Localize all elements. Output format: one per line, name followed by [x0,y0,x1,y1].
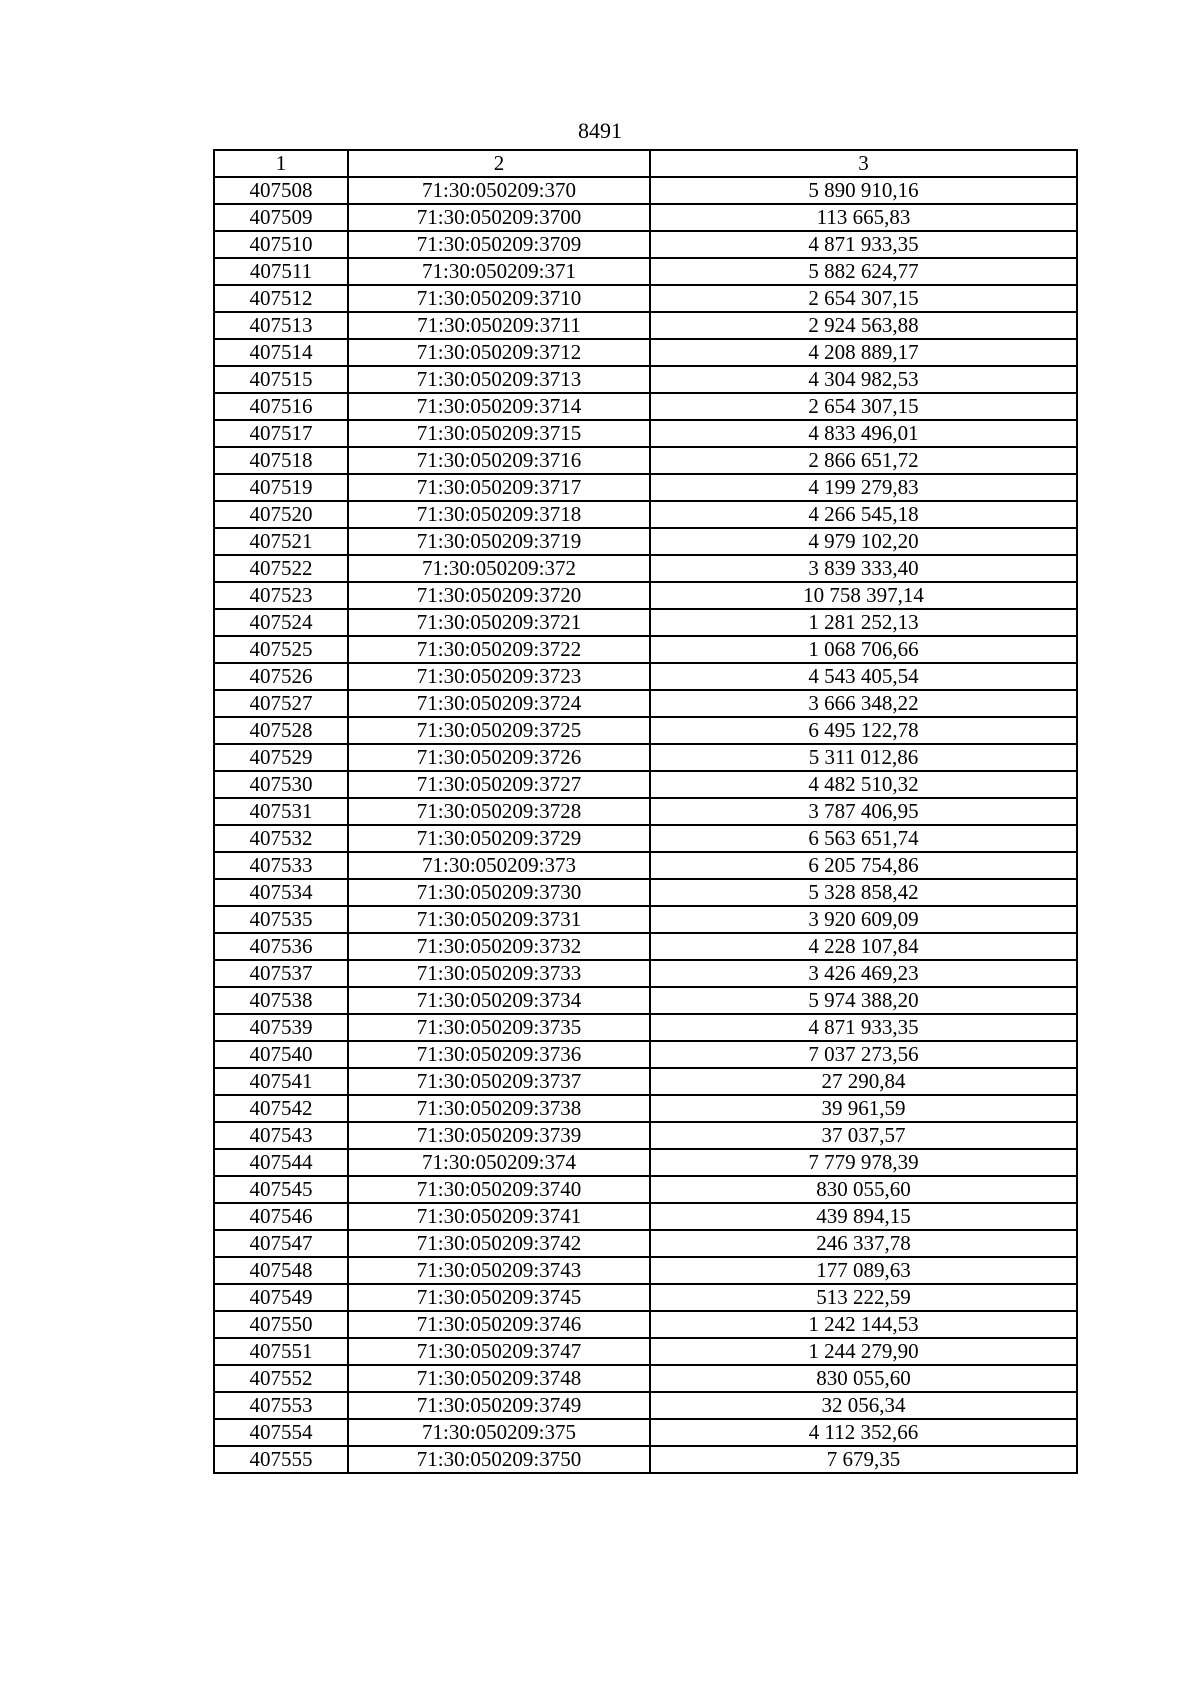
row-number-cell: 407549 [214,1284,348,1311]
table-row [214,231,1077,258]
cadastral-number-cell: 71:30:050209:3723 [348,663,650,690]
cadastral-value-cell: 513 222,59 [650,1284,1077,1311]
table-row [214,933,1077,960]
table-row [214,447,1077,474]
cadastral-value-cell: 246 337,78 [650,1230,1077,1257]
table-row [214,1392,1077,1419]
cadastral-number-cell: 71:30:050209:370 [348,177,650,204]
cadastral-number-cell: 71:30:050209:3736 [348,1041,650,1068]
column-header-3: 3 [650,150,1077,177]
cadastral-value-cell: 1 068 706,66 [650,636,1077,663]
cadastral-value-cell: 3 920 609,09 [650,906,1077,933]
cadastral-number-cell: 71:30:050209:3742 [348,1230,650,1257]
cadastral-number-cell: 71:30:050209:3700 [348,204,650,231]
row-number-cell: 407522 [214,555,348,582]
table-row [214,717,1077,744]
cadastral-number-cell: 71:30:050209:3717 [348,474,650,501]
row-number-cell: 407540 [214,1041,348,1068]
row-number-cell: 407542 [214,1095,348,1122]
table-row [214,1419,1077,1446]
cadastral-value-cell: 5 890 910,16 [650,177,1077,204]
cadastral-number-cell: 71:30:050209:3713 [348,366,650,393]
cadastral-number-cell: 71:30:050209:375 [348,1419,650,1446]
table-row [214,582,1077,609]
row-number-cell: 407550 [214,1311,348,1338]
table-row [214,636,1077,663]
cadastral-value-cell: 830 055,60 [650,1365,1077,1392]
table-row [214,420,1077,447]
table-row [214,852,1077,879]
table-row [214,177,1077,204]
table-row [214,663,1077,690]
cadastral-number-cell: 71:30:050209:374 [348,1149,650,1176]
cadastral-number-cell: 71:30:050209:3727 [348,771,650,798]
cadastral-number-cell: 71:30:050209:3718 [348,501,650,528]
cadastral-number-cell: 71:30:050209:3746 [348,1311,650,1338]
cadastral-number-cell: 71:30:050209:3745 [348,1284,650,1311]
cadastral-value-table [213,149,1078,1474]
cadastral-number-cell: 71:30:050209:3748 [348,1365,650,1392]
table-row [214,960,1077,987]
row-number-cell: 407524 [214,609,348,636]
cadastral-value-cell: 830 055,60 [650,1176,1077,1203]
cadastral-value-cell: 2 654 307,15 [650,393,1077,420]
table-row [214,312,1077,339]
row-number-cell: 407534 [214,879,348,906]
table-row [214,609,1077,636]
cadastral-number-cell: 71:30:050209:3735 [348,1014,650,1041]
cadastral-value-cell: 4 871 933,35 [650,1014,1077,1041]
cadastral-value-cell: 4 482 510,32 [650,771,1077,798]
table-row [214,798,1077,825]
table-row [214,906,1077,933]
cadastral-number-cell: 71:30:050209:371 [348,258,650,285]
cadastral-value-cell: 7 679,35 [650,1446,1077,1473]
cadastral-number-cell: 71:30:050209:3731 [348,906,650,933]
table-row [214,1095,1077,1122]
cadastral-number-cell: 71:30:050209:3726 [348,744,650,771]
table-row [214,474,1077,501]
row-number-cell: 407518 [214,447,348,474]
row-number-cell: 407532 [214,825,348,852]
cadastral-value-cell: 5 974 388,20 [650,987,1077,1014]
cadastral-value-cell: 439 894,15 [650,1203,1077,1230]
table-row [214,339,1077,366]
row-number-cell: 407541 [214,1068,348,1095]
row-number-cell: 407528 [214,717,348,744]
row-number-cell: 407536 [214,933,348,960]
row-number-cell: 407508 [214,177,348,204]
cadastral-number-cell: 71:30:050209:373 [348,852,650,879]
table-row [214,501,1077,528]
table-row [214,1149,1077,1176]
cadastral-number-cell: 71:30:050209:3730 [348,879,650,906]
cadastral-value-cell: 7 037 273,56 [650,1041,1077,1068]
cadastral-number-cell: 71:30:050209:3712 [348,339,650,366]
cadastral-value-cell: 5 311 012,86 [650,744,1077,771]
row-number-cell: 407543 [214,1122,348,1149]
table-row [214,879,1077,906]
cadastral-value-cell: 3 426 469,23 [650,960,1077,987]
cadastral-number-cell: 71:30:050209:3711 [348,312,650,339]
row-number-cell: 407526 [214,663,348,690]
cadastral-value-cell: 6 495 122,78 [650,717,1077,744]
cadastral-value-cell: 6 563 651,74 [650,825,1077,852]
table-row [214,1338,1077,1365]
row-number-cell: 407555 [214,1446,348,1473]
cadastral-value-cell: 6 205 754,86 [650,852,1077,879]
row-number-cell: 407533 [214,852,348,879]
cadastral-value-cell: 2 654 307,15 [650,285,1077,312]
row-number-cell: 407510 [214,231,348,258]
table-row [214,825,1077,852]
table-row [214,1284,1077,1311]
table-row [214,1257,1077,1284]
row-number-cell: 407519 [214,474,348,501]
cadastral-value-cell: 177 089,63 [650,1257,1077,1284]
table-row [214,771,1077,798]
cadastral-number-cell: 71:30:050209:3720 [348,582,650,609]
table-row [214,1068,1077,1095]
table-row [214,1176,1077,1203]
row-number-cell: 407552 [214,1365,348,1392]
row-number-cell: 407521 [214,528,348,555]
row-number-cell: 407525 [214,636,348,663]
cadastral-value-cell: 5 328 858,42 [650,879,1077,906]
row-number-cell: 407511 [214,258,348,285]
table-row [214,1122,1077,1149]
cadastral-number-cell: 71:30:050209:3734 [348,987,650,1014]
table-row [214,393,1077,420]
cadastral-number-cell: 71:30:050209:3722 [348,636,650,663]
table-row [214,555,1077,582]
cadastral-value-cell: 4 304 982,53 [650,366,1077,393]
row-number-cell: 407535 [214,906,348,933]
cadastral-number-cell: 71:30:050209:3710 [348,285,650,312]
table-row [214,1203,1077,1230]
cadastral-value-cell: 4 199 279,83 [650,474,1077,501]
cadastral-number-cell: 71:30:050209:3724 [348,690,650,717]
cadastral-number-cell: 71:30:050209:3729 [348,825,650,852]
table-row [214,528,1077,555]
row-number-cell: 407523 [214,582,348,609]
cadastral-number-cell: 71:30:050209:3709 [348,231,650,258]
cadastral-value-cell: 5 882 624,77 [650,258,1077,285]
cadastral-number-cell: 71:30:050209:3733 [348,960,650,987]
table-row [214,1041,1077,1068]
row-number-cell: 407538 [214,987,348,1014]
table-row [214,204,1077,231]
cadastral-value-cell: 7 779 978,39 [650,1149,1077,1176]
row-number-cell: 407539 [214,1014,348,1041]
table-header-row [214,150,1077,177]
table-row [214,1446,1077,1473]
column-header-1: 1 [214,150,348,177]
cadastral-number-cell: 71:30:050209:3740 [348,1176,650,1203]
cadastral-value-cell: 3 666 348,22 [650,690,1077,717]
table-row [214,258,1077,285]
cadastral-value-cell: 4 112 352,66 [650,1419,1077,1446]
table-row [214,285,1077,312]
cadastral-value-cell: 32 056,34 [650,1392,1077,1419]
cadastral-value-cell: 39 961,59 [650,1095,1077,1122]
row-number-cell: 407546 [214,1203,348,1230]
row-number-cell: 407512 [214,285,348,312]
cadastral-value-cell: 37 037,57 [650,1122,1077,1149]
row-number-cell: 407553 [214,1392,348,1419]
row-number-cell: 407516 [214,393,348,420]
row-number-cell: 407544 [214,1149,348,1176]
table-row [214,744,1077,771]
cadastral-value-cell: 3 787 406,95 [650,798,1077,825]
row-number-cell: 407527 [214,690,348,717]
row-number-cell: 407515 [214,366,348,393]
table-row [214,366,1077,393]
cadastral-value-cell: 27 290,84 [650,1068,1077,1095]
table-row [214,987,1077,1014]
row-number-cell: 407529 [214,744,348,771]
table-body [214,177,1077,1473]
cadastral-value-cell: 4 871 933,35 [650,231,1077,258]
table-row [214,1311,1077,1338]
cadastral-value-cell: 4 228 107,84 [650,933,1077,960]
cadastral-value-cell: 113 665,83 [650,204,1077,231]
cadastral-value-cell: 4 833 496,01 [650,420,1077,447]
page-number: 8491 [578,118,622,143]
cadastral-number-cell: 71:30:050209:3743 [348,1257,650,1284]
table-row [214,690,1077,717]
row-number-cell: 407520 [214,501,348,528]
row-number-cell: 407530 [214,771,348,798]
table-row [214,1365,1077,1392]
cadastral-number-cell: 71:30:050209:3714 [348,393,650,420]
cadastral-value-cell: 4 208 889,17 [650,339,1077,366]
row-number-cell: 407537 [214,960,348,987]
row-number-cell: 407551 [214,1338,348,1365]
cadastral-value-cell: 10 758 397,14 [650,582,1077,609]
cadastral-number-cell: 71:30:050209:3749 [348,1392,650,1419]
cadastral-value-cell: 1 281 252,13 [650,609,1077,636]
row-number-cell: 407545 [214,1176,348,1203]
cadastral-value-cell: 1 242 144,53 [650,1311,1077,1338]
cadastral-value-cell: 2 866 651,72 [650,447,1077,474]
row-number-cell: 407548 [214,1257,348,1284]
row-number-cell: 407513 [214,312,348,339]
row-number-cell: 407514 [214,339,348,366]
cadastral-value-cell: 1 244 279,90 [650,1338,1077,1365]
row-number-cell: 407547 [214,1230,348,1257]
row-number-cell: 407509 [214,204,348,231]
cadastral-number-cell: 71:30:050209:3732 [348,933,650,960]
cadastral-number-cell: 71:30:050209:3716 [348,447,650,474]
row-number-cell: 407517 [214,420,348,447]
cadastral-value-cell: 4 266 545,18 [650,501,1077,528]
cadastral-value-cell: 4 543 405,54 [650,663,1077,690]
cadastral-value-cell: 4 979 102,20 [650,528,1077,555]
table-row [214,1014,1077,1041]
cadastral-number-cell: 71:30:050209:3719 [348,528,650,555]
row-number-cell: 407554 [214,1419,348,1446]
cadastral-number-cell: 71:30:050209:3739 [348,1122,650,1149]
cadastral-number-cell: 71:30:050209:3721 [348,609,650,636]
cadastral-number-cell: 71:30:050209:3737 [348,1068,650,1095]
cadastral-number-cell: 71:30:050209:3741 [348,1203,650,1230]
cadastral-number-cell: 71:30:050209:3738 [348,1095,650,1122]
cadastral-value-cell: 3 839 333,40 [650,555,1077,582]
table-row [214,1230,1077,1257]
column-header-2: 2 [348,150,650,177]
cadastral-number-cell: 71:30:050209:3747 [348,1338,650,1365]
cadastral-number-cell: 71:30:050209:3750 [348,1446,650,1473]
cadastral-number-cell: 71:30:050209:3725 [348,717,650,744]
cadastral-number-cell: 71:30:050209:3715 [348,420,650,447]
cadastral-number-cell: 71:30:050209:3728 [348,798,650,825]
cadastral-number-cell: 71:30:050209:372 [348,555,650,582]
row-number-cell: 407531 [214,798,348,825]
cadastral-value-cell: 2 924 563,88 [650,312,1077,339]
